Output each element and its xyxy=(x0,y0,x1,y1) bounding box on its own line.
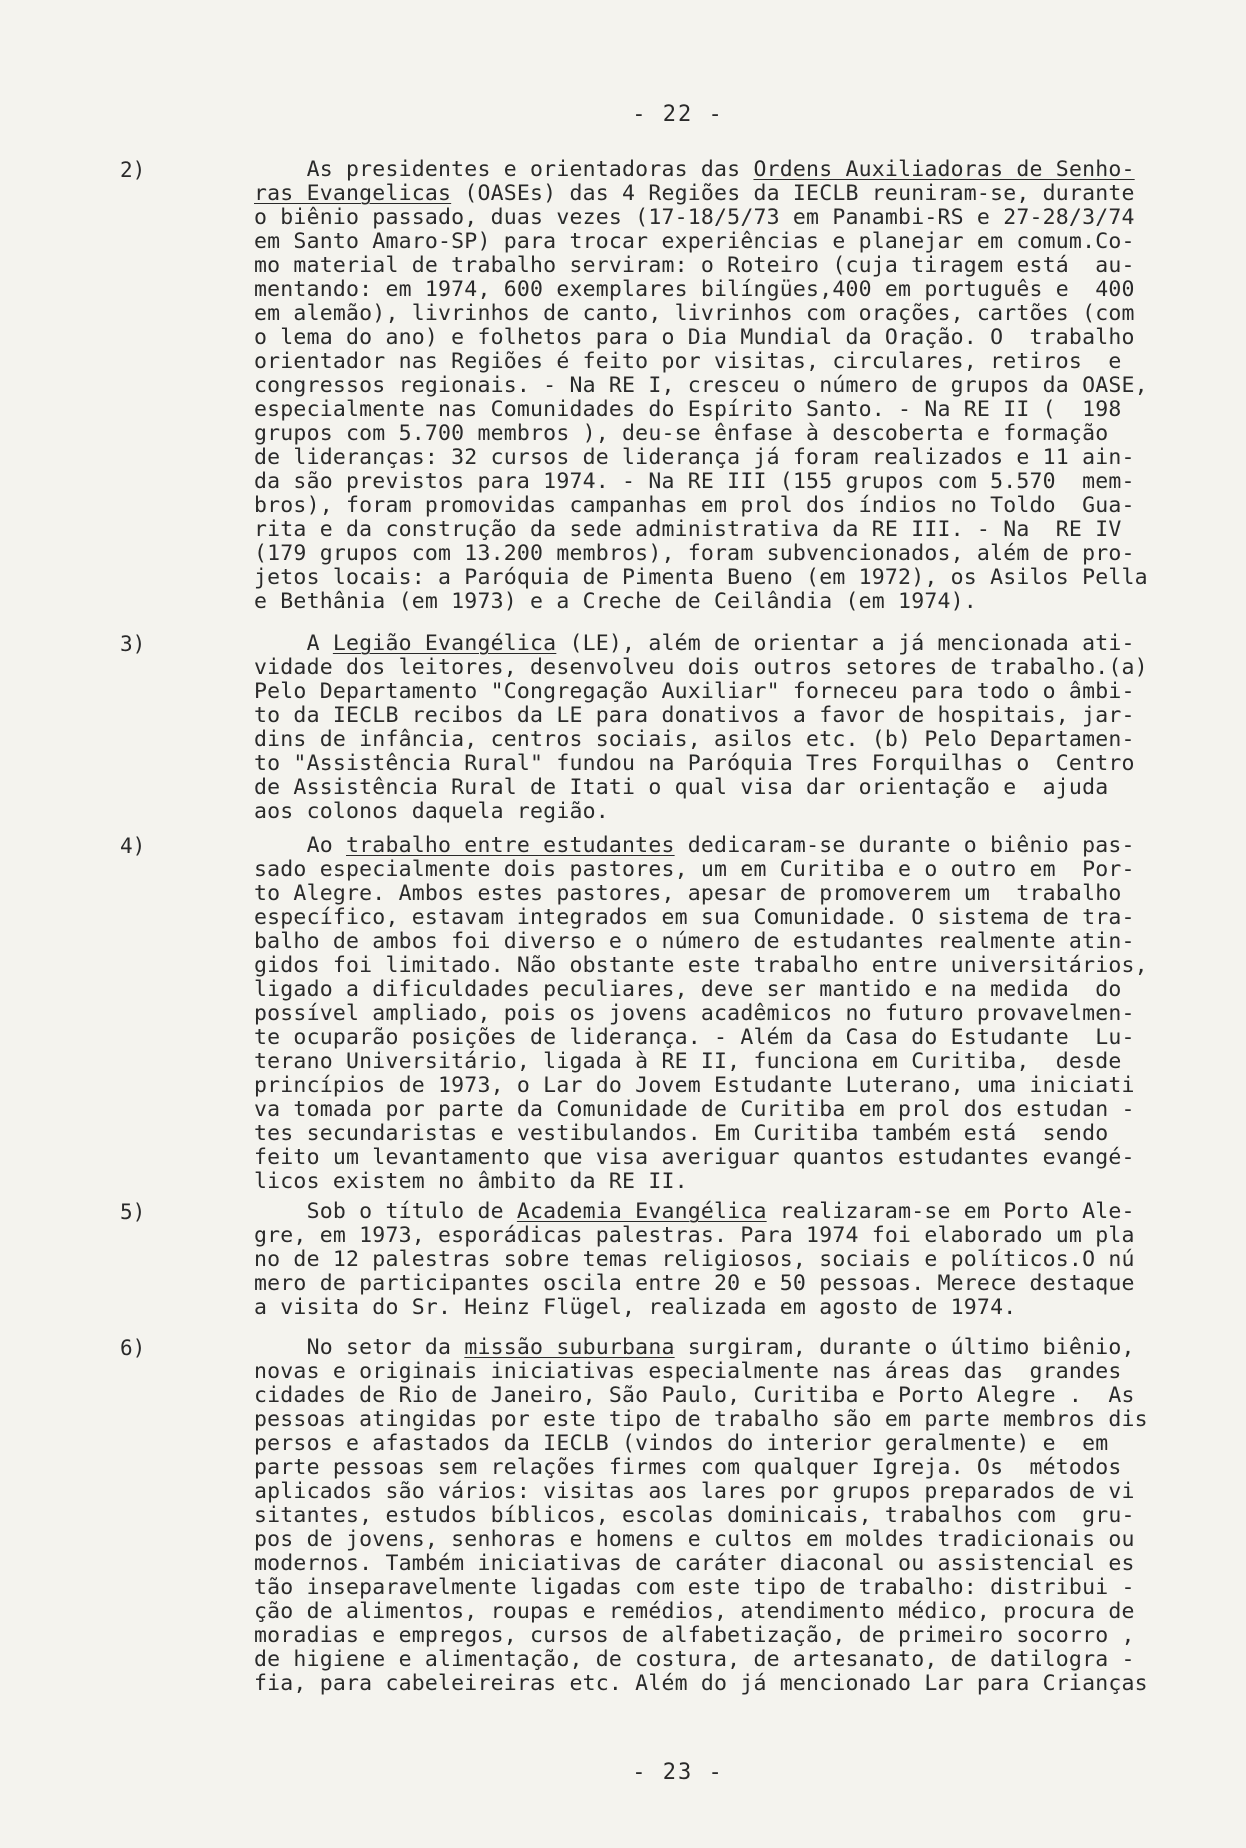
text-line xyxy=(254,1504,1246,1528)
text-line xyxy=(254,182,1246,206)
text-segment: realizaram-se em Porto Ale- xyxy=(766,1199,1135,1224)
item-number: 4) xyxy=(120,834,146,858)
text-line xyxy=(254,398,1246,422)
text-line xyxy=(254,278,1246,302)
text-line xyxy=(254,1432,1246,1456)
text-segment: modernos. Também iniciativas de caráter diaconal ou assistencial es xyxy=(254,1551,1135,1576)
text-segment: em Santo Amaro-SP) para trocar experiências e planejar em comum.Co- xyxy=(254,229,1135,254)
item-number: 6) xyxy=(120,1336,146,1360)
text-segment: orientador nas Regiões é feito por visitas, circulares, retiros e xyxy=(254,349,1122,374)
text-segment: fia, para cabeleireiras etc. Além do já mencionado Lar para Crianças xyxy=(254,1671,1148,1696)
text-line xyxy=(254,656,1246,680)
text-line xyxy=(254,954,1246,978)
text-segment: específico, estavam integrados em sua Comunidade. O sistema de tra- xyxy=(254,905,1135,930)
underlined-term: Academia Evangélica xyxy=(516,1199,767,1224)
text-segment: pos de jovens, senhoras e homens e cultos em moldes tradicionais ou xyxy=(254,1527,1135,1552)
text-segment: rita e da construção da sede administrativa da RE III. - Na RE IV xyxy=(254,517,1122,542)
text-segment: tes secundaristas e vestibulandos. Em Curitiba também está sendo xyxy=(254,1121,1109,1146)
text-line xyxy=(254,1336,1246,1360)
text-segment: mero de participantes oscila entre 20 e 50 pessoas. Merece destaque xyxy=(254,1271,1135,1296)
text-line xyxy=(254,752,1246,776)
text-segment: jetos locais: a Paróquia de Pimenta Bueno (em 1972), os Asilos Pella xyxy=(254,565,1148,590)
text-segment: congressos regionais. - Na RE I, cresceu o número de grupos da OASE, xyxy=(254,373,1148,398)
underlined-term: Ordens Auxiliadoras de Senho- xyxy=(753,157,1135,182)
text-segment: novas e originais iniciativas especialmente nas áreas das grandes xyxy=(254,1359,1122,1384)
text-segment: em alemão), livrinhos de canto, livrinhos com orações, cartões (com xyxy=(254,301,1135,326)
text-segment: sitantes, estudos bíblicos, escolas dominicais, trabalhos com gru- xyxy=(254,1503,1135,1528)
text-segment: to "Assistência Rural" fundou na Paróquia Tres Forquilhas o Centro xyxy=(254,751,1135,776)
text-line xyxy=(254,1600,1246,1624)
text-segment: gidos foi limitado. Não obstante este trabalho entre universitários, xyxy=(254,953,1148,978)
text-segment: aos colonos daquela região. xyxy=(254,799,609,824)
page-number-bottom: - 23 - xyxy=(632,1760,724,1785)
text-segment: tão inseparavelmente ligadas com este tipo de trabalho: distribui - xyxy=(254,1575,1135,1600)
text-line xyxy=(254,566,1246,590)
text-segment: de Assistência Rural de Itati o qual visa dar orientação e ajuda xyxy=(254,775,1109,800)
text-line xyxy=(254,1272,1246,1296)
text-segment: no de 12 palestras sobre temas religiosos, sociais e políticos.O nú xyxy=(254,1247,1135,1272)
text-line xyxy=(254,254,1246,278)
paragraph-body xyxy=(254,1336,1246,1696)
underlined-term: Legião Evangélica xyxy=(332,631,557,656)
text-line xyxy=(254,1224,1246,1248)
text-line xyxy=(254,1624,1246,1648)
item-number: 3) xyxy=(120,632,146,656)
text-line xyxy=(254,326,1246,350)
paragraph-body xyxy=(254,1200,1246,1320)
text-segment: cidades de Rio de Janeiro, São Paulo, Curitiba e Porto Alegre . As xyxy=(254,1383,1135,1408)
text-line xyxy=(254,1026,1246,1050)
text-line xyxy=(254,590,1246,614)
text-segment: va tomada por parte da Comunidade de Curitiba em prol dos estudan - xyxy=(254,1097,1135,1122)
text-segment: a visita do Sr. Heinz Flügel, realizada em agosto de 1974. xyxy=(254,1295,1017,1320)
text-line xyxy=(254,1074,1246,1098)
text-segment: e Bethânia (em 1973) e a Creche de Ceilândia (em 1974). xyxy=(254,589,977,614)
text-line xyxy=(254,1576,1246,1600)
text-segment: sado especialmente dois pastores, um em Curitiba e o outro em Por- xyxy=(254,857,1135,882)
text-segment: (OASEs) das 4 Regiões da IECLB reuniram-se, durante xyxy=(451,181,1135,206)
text-segment: parte pessoas sem relações firmes com qualquer Igreja. Os métodos xyxy=(254,1455,1122,1480)
text-segment: to da IECLB recibos da LE para donativos a favor de hospitais, jar- xyxy=(254,703,1135,728)
text-line xyxy=(254,1672,1246,1696)
text-line xyxy=(254,350,1246,374)
text-line xyxy=(254,1552,1246,1576)
underlined-term: ras Evangelicas xyxy=(254,181,452,206)
text-line xyxy=(254,230,1246,254)
item-number: 2) xyxy=(120,158,146,182)
text-segment: No setor da xyxy=(254,1335,465,1360)
text-segment: terano Universitário, ligada à RE II, funciona em Curitiba, desde xyxy=(254,1049,1122,1074)
text-segment: mo material de trabalho serviram: o Roteiro (cuja tiragem está au- xyxy=(254,253,1135,278)
text-line xyxy=(254,542,1246,566)
text-segment: mentando: em 1974, 600 exemplares bilíngües,400 em português e 400 xyxy=(254,277,1135,302)
text-line xyxy=(254,776,1246,800)
text-segment: Sob o título de xyxy=(254,1199,517,1224)
text-line xyxy=(254,1098,1246,1122)
text-line xyxy=(254,1456,1246,1480)
text-line xyxy=(254,1408,1246,1432)
text-segment: especialmente nas Comunidades do Espírito Santo. - Na RE II ( 198 xyxy=(254,397,1122,422)
text-segment: ção de alimentos, roupas e remédios, atendimento médico, procura de xyxy=(254,1599,1135,1624)
text-line xyxy=(254,1648,1246,1672)
underlined-term: trabalho entre estudantes xyxy=(346,833,675,858)
text-segment: moradias e empregos, cursos de alfabetização, de primeiro socorro , xyxy=(254,1623,1135,1648)
text-line xyxy=(254,704,1246,728)
text-line xyxy=(254,906,1246,930)
page-number-top: - 22 - xyxy=(632,102,724,127)
text-line xyxy=(254,930,1246,954)
text-segment: feito um levantamento que visa averiguar quantos estudantes evangé- xyxy=(254,1145,1135,1170)
text-line xyxy=(254,302,1246,326)
text-segment: (LE), além de orientar a já mencionada ati- xyxy=(556,631,1135,656)
text-segment: balho de ambos foi diverso e o número de estudantes realmente atin- xyxy=(254,929,1135,954)
text-segment: possível ampliado, pois os jovens acadêmicos no futuro provavelmen- xyxy=(254,1001,1135,1026)
text-segment: vidade dos leitores, desenvolveu dois outros setores de trabalho.(a) xyxy=(254,655,1148,680)
text-line xyxy=(254,1248,1246,1272)
text-line xyxy=(254,1200,1246,1224)
text-line xyxy=(254,1480,1246,1504)
text-line xyxy=(254,1050,1246,1074)
text-segment: persos e afastados da IECLB (vindos do interior geralmente) e em xyxy=(254,1431,1109,1456)
underlined-term: missão suburbana xyxy=(464,1335,675,1360)
text-line xyxy=(254,470,1246,494)
text-segment: surgiram, durante o último biênio, xyxy=(674,1335,1135,1360)
text-segment: pessoas atingidas por este tipo de trabalho são em parte membros dis xyxy=(254,1407,1148,1432)
text-segment: gre, em 1973, esporádicas palestras. Para 1974 foi elaborado um pla xyxy=(254,1223,1135,1248)
text-line xyxy=(254,978,1246,1002)
text-line xyxy=(254,834,1246,858)
text-segment: de higiene e alimentação, de costura, de artesanato, de datilogra - xyxy=(254,1647,1135,1672)
text-segment: (179 grupos com 13.200 membros), foram subvencionados, além de pro- xyxy=(254,541,1135,566)
text-segment: o lema do ano) e folhetos para o Dia Mundial da Oração. O trabalho xyxy=(254,325,1135,350)
text-segment: de lideranças: 32 cursos de liderança já foram realizados e 11 ain- xyxy=(254,445,1135,470)
text-line xyxy=(254,882,1246,906)
text-line xyxy=(254,1146,1246,1170)
text-line xyxy=(254,1296,1246,1320)
text-line xyxy=(254,374,1246,398)
text-line xyxy=(254,800,1246,824)
text-segment: te ocuparão posições de liderança. - Além da Casa do Estudante Lu- xyxy=(254,1025,1135,1050)
text-line xyxy=(254,1360,1246,1384)
text-segment: licos existem no âmbito da RE II. xyxy=(254,1169,688,1194)
paragraph-body xyxy=(254,158,1246,614)
paragraph-body xyxy=(254,632,1246,824)
paragraph-body xyxy=(254,834,1246,1194)
text-line xyxy=(254,518,1246,542)
text-segment: ligado a dificuldades peculiares, deve ser mantido e na medida do xyxy=(254,977,1122,1002)
text-line xyxy=(254,446,1246,470)
text-line xyxy=(254,1002,1246,1026)
text-segment: aplicados são vários: visitas aos lares por grupos preparados de vi xyxy=(254,1479,1135,1504)
text-line xyxy=(254,1528,1246,1552)
text-line xyxy=(254,858,1246,882)
text-segment: dins de infância, centros sociais, asilos etc. (b) Pelo Departamen- xyxy=(254,727,1135,752)
text-line xyxy=(254,1384,1246,1408)
text-line xyxy=(254,728,1246,752)
text-segment: da são previstos para 1974. - Na RE III (155 grupos com 5.570 mem- xyxy=(254,469,1135,494)
text-line xyxy=(254,1122,1246,1146)
item-number: 5) xyxy=(120,1200,146,1224)
text-segment: Pelo Departamento "Congregação Auxiliar" forneceu para todo o âmbi- xyxy=(254,679,1135,704)
text-segment: bros), foram promovidas campanhas em prol dos índios no Toldo Gua- xyxy=(254,493,1135,518)
text-line xyxy=(254,680,1246,704)
text-line xyxy=(254,422,1246,446)
text-segment: As presidentes e orientadoras das xyxy=(254,157,754,182)
text-segment: dedicaram-se durante o biênio pas- xyxy=(674,833,1135,858)
text-line xyxy=(254,494,1246,518)
text-segment: princípios de 1973, o Lar do Jovem Estudante Luterano, uma iniciati xyxy=(254,1073,1135,1098)
text-line xyxy=(254,158,1246,182)
text-line xyxy=(254,1170,1246,1194)
text-segment: to Alegre. Ambos estes pastores, apesar de promoverem um trabalho xyxy=(254,881,1122,906)
text-line xyxy=(254,206,1246,230)
text-segment: Ao xyxy=(254,833,347,858)
text-segment: A xyxy=(254,631,333,656)
text-segment: grupos com 5.700 membros ), deu-se ênfase à descoberta e formação xyxy=(254,421,1109,446)
text-segment: o biênio passado, duas vezes (17-18/5/73 em Panambi-RS e 27-28/3/74 xyxy=(254,205,1135,230)
text-line xyxy=(254,632,1246,656)
